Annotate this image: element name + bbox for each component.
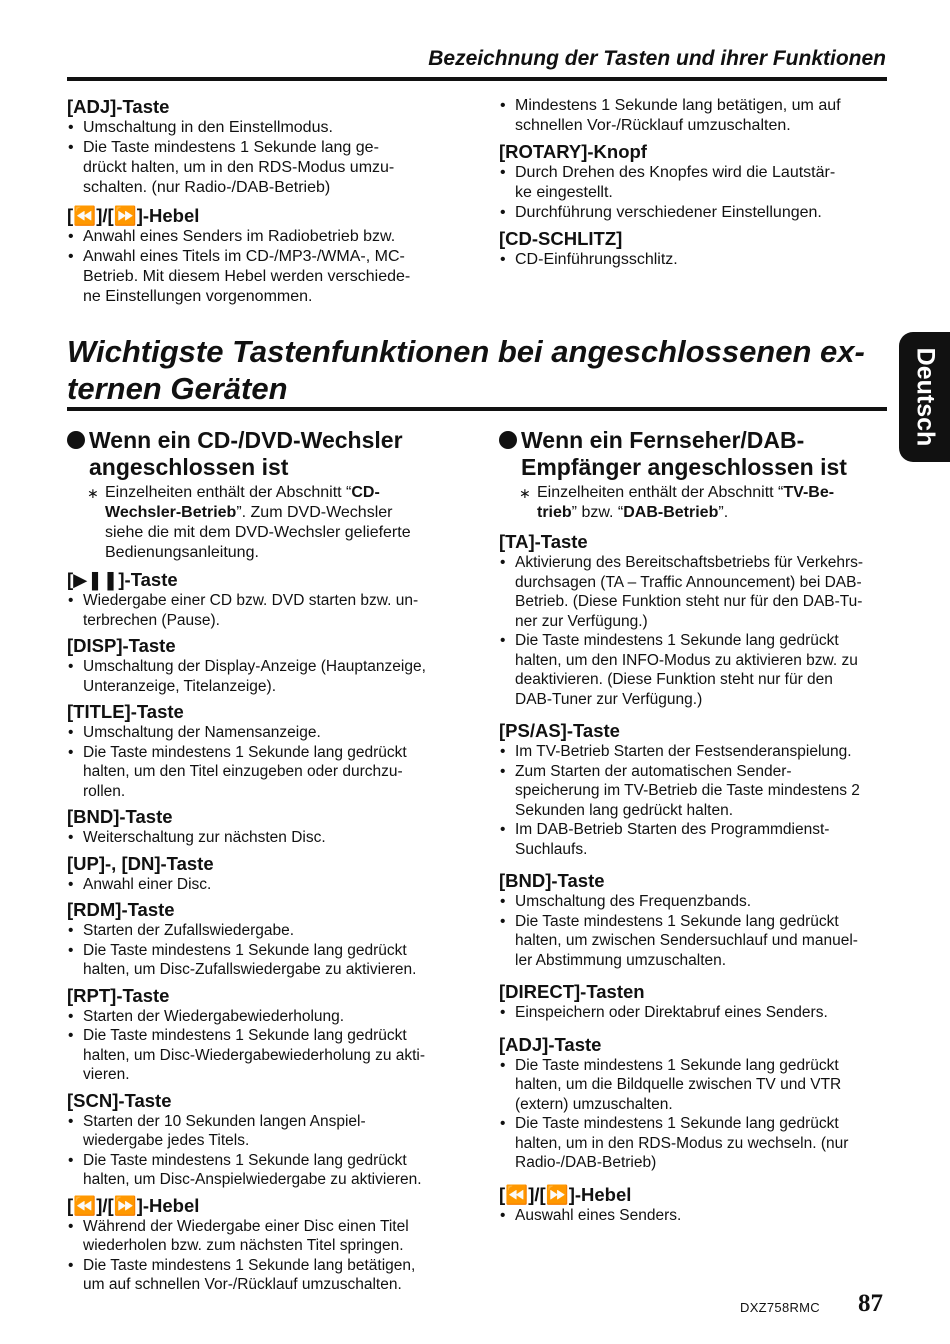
key-heading: [⏪]/[⏩]-Hebel bbox=[67, 1194, 200, 1216]
key-heading: [UP]-, [DN]-Taste bbox=[67, 852, 214, 874]
bullet-dot-icon bbox=[67, 431, 85, 449]
asterisk-icon: ∗ bbox=[519, 485, 531, 501]
key-heading: [RPT]-Taste bbox=[67, 984, 170, 1006]
bullet-dot-icon bbox=[499, 431, 517, 449]
list-item: • Anwahl eines Senders im Radiobetrieb bzw. bbox=[67, 227, 467, 247]
list-item: • Anwahl eines Titels im CD-/MP3-/WMA-, MC- Betrieb. Mit diesem Hebel werden verschiede- ne Einstellungen vorgenommen. bbox=[67, 247, 467, 307]
list-item: • Die Taste mindestens 1 Sekunde lang gedrückt halten, um den INFO-Modus zu aktivieren bzw. zu deaktivieren. (Diese Funktion steht nur für den DAB-Tuner zur Verfügung.) bbox=[499, 631, 899, 709]
page-number: 87 bbox=[858, 1290, 883, 1317]
key-heading: [ADJ]-Taste bbox=[499, 1033, 602, 1055]
key-items bbox=[67, 1217, 467, 1295]
model-number: DXZ758RMC bbox=[740, 1300, 820, 1315]
key-items bbox=[67, 1112, 467, 1190]
key-items bbox=[499, 553, 899, 709]
language-tab bbox=[899, 332, 950, 462]
key-heading: [SCN]-Taste bbox=[67, 1089, 172, 1111]
key-items bbox=[67, 723, 467, 801]
key-items bbox=[67, 875, 467, 895]
key-items bbox=[499, 96, 899, 136]
key-items bbox=[499, 892, 899, 970]
key-items bbox=[499, 1056, 899, 1173]
key-heading: [TA]-Taste bbox=[499, 531, 588, 552]
list-item: • Umschaltung des Frequenzbands. bbox=[499, 892, 899, 912]
list-item: • Mindestens 1 Sekunde lang betätigen, um auf schnellen Vor-/Rücklauf umzuschalten. bbox=[499, 96, 899, 136]
key-heading: [⏪]/[⏩]-Hebel bbox=[67, 205, 200, 226]
key-heading: [BND]-Taste bbox=[499, 870, 605, 891]
list-item: • Weiterschaltung zur nächsten Disc. bbox=[67, 828, 467, 848]
list-item: • Starten der 10 Sekunden langen Anspiel- wiedergabe jedes Titels. bbox=[67, 1112, 467, 1151]
key-heading: [⏪]/[⏩]-Hebel bbox=[499, 1183, 632, 1205]
subsection-title: Wenn ein Fernseher/DAB- Empfänger angeschlossen ist bbox=[499, 427, 899, 481]
list-item: • Umschaltung in den Einstellmodus. bbox=[67, 118, 467, 138]
key-heading: [DISP]-Taste bbox=[67, 635, 176, 656]
top-right-column bbox=[499, 96, 899, 270]
section-title: Wichtigste Tastenfunktionen bei angeschlossenen ex- ternen Geräten bbox=[67, 334, 865, 406]
list-item: • Anwahl einer Disc. bbox=[67, 875, 467, 895]
key-items bbox=[499, 163, 899, 223]
key-heading: [ADJ]-Taste bbox=[67, 96, 170, 117]
key-items bbox=[67, 657, 467, 696]
reference-note: ∗ Einzelheiten enthält der Abschnitt “TV-Be- trieb” bzw. “DAB-Betrieb”. bbox=[519, 484, 835, 521]
key-heading: [RDM]-Taste bbox=[67, 899, 175, 920]
list-item: • Die Taste mindestens 1 Sekunde lang betätigen, um auf schnellen Vor-/Rücklauf umzuschalten. bbox=[67, 1256, 467, 1295]
tv-dab-column bbox=[499, 427, 899, 1225]
key-items bbox=[499, 250, 899, 270]
key-heading: [BND]-Taste bbox=[67, 806, 173, 827]
list-item: • Durchführung verschiedener Einstellungen. bbox=[499, 203, 899, 223]
running-header: Bezeichnung der Tasten und ihrer Funktionen bbox=[428, 47, 886, 70]
list-item: • Im DAB-Betrieb Starten des Programmdienst- Suchlaufs. bbox=[499, 820, 899, 859]
list-item: • Die Taste mindestens 1 Sekunde lang gedrückt halten, um zwischen Sendersuchlauf und manuel- ler Abstimmung umzuschalten. bbox=[499, 912, 899, 971]
list-item: • Wiedergabe einer CD bzw. DVD starten bzw. un- terbrechen (Pause). bbox=[67, 591, 467, 630]
list-item: • Auswahl eines Senders. bbox=[499, 1206, 899, 1226]
key-items bbox=[67, 591, 467, 630]
key-heading: [▶❚❚]-Taste bbox=[67, 569, 178, 590]
list-item: • Aktivierung des Bereitschaftsbetriebs für Verkehrs- durchsagen (TA – Traffic Announcement) bei DAB- Betrieb. (Diese Funktion steht nur für den DAB-Tu- ner zur Verfügung.) bbox=[499, 553, 899, 631]
list-item: • Im TV-Betrieb Starten der Festsenderanspielung. bbox=[499, 742, 899, 762]
key-items bbox=[67, 1007, 467, 1085]
list-item: • Während der Wiedergabe einer Disc einen Titel wiederholen bzw. zum nächsten Titel springen. bbox=[67, 1217, 467, 1256]
list-item: • Umschaltung der Namensanzeige. bbox=[67, 723, 467, 743]
list-item: • Die Taste mindestens 1 Sekunde lang gedrückt halten, um Disc-Zufallswiedergabe zu aktivieren. bbox=[67, 941, 467, 980]
cd-dvd-changer-column bbox=[67, 427, 467, 1295]
list-item: • CD-Einführungsschlitz. bbox=[499, 250, 899, 270]
key-items bbox=[67, 227, 467, 307]
language-tab-label: Deutsch bbox=[911, 347, 939, 447]
key-items bbox=[499, 1206, 899, 1226]
key-items bbox=[67, 118, 467, 198]
key-items bbox=[499, 742, 899, 859]
subsection-title: Wenn ein CD-/DVD-Wechsler angeschlossen ist bbox=[67, 427, 467, 481]
key-heading: [ROTARY]-Knopf bbox=[499, 141, 647, 162]
list-item: • Die Taste mindestens 1 Sekunde lang ge- drückt halten, um in den RDS-Modus umzu- schalten. (nur Radio-/DAB-Betrieb) bbox=[67, 138, 467, 198]
reference-note: ∗ Einzelheiten enthält der Abschnitt “CD- Wechsler-Betrieb”. Zum DVD-Wechsler siehe die mit dem DVD-Wechsler gelieferte Bedienungsanleitung. bbox=[87, 484, 411, 561]
list-item: • Die Taste mindestens 1 Sekunde lang gedrückt halten, um Disc-Wiedergabewiederholung zu akti- vieren. bbox=[67, 1026, 467, 1085]
key-heading: [PS/AS]-Taste bbox=[499, 720, 620, 741]
asterisk-icon: ∗ bbox=[87, 485, 99, 501]
list-item: • Starten der Zufallswiedergabe. bbox=[67, 921, 467, 941]
key-list bbox=[67, 569, 467, 1295]
list-item: • Durch Drehen des Knopfes wird die Lautstär- ke eingestellt. bbox=[499, 163, 899, 203]
key-heading: [TITLE]-Taste bbox=[67, 701, 184, 722]
list-item: • Die Taste mindestens 1 Sekunde lang gedrückt halten, um in den RDS-Modus zu wechseln. (nur Radio-/DAB-Betrieb) bbox=[499, 1114, 899, 1173]
key-items bbox=[67, 921, 467, 980]
header-rule bbox=[67, 77, 887, 81]
list-item: • Zum Starten der automatischen Sender- speicherung im TV-Betrieb die Taste mindestens 2 Sekunden lang gedrückt halten. bbox=[499, 762, 899, 821]
key-list bbox=[499, 531, 899, 1225]
key-heading: [DIRECT]-Tasten bbox=[499, 981, 645, 1002]
list-item: • Starten der Wiedergabewiederholung. bbox=[67, 1007, 467, 1027]
list-item: • Die Taste mindestens 1 Sekunde lang gedrückt halten, um den Titel einzugeben oder durchzu- rollen. bbox=[67, 743, 467, 802]
top-left-column bbox=[67, 96, 467, 307]
list-item: • Umschaltung der Display-Anzeige (Hauptanzeige, Unteranzeige, Titelanzeige). bbox=[67, 657, 467, 696]
list-item: • Die Taste mindestens 1 Sekunde lang gedrückt halten, um die Bildquelle zwischen TV und VTR (extern) umzuschalten. bbox=[499, 1056, 899, 1115]
list-item: • Die Taste mindestens 1 Sekunde lang gedrückt halten, um Disc-Anspielwiedergabe zu aktivieren. bbox=[67, 1151, 467, 1190]
key-items bbox=[67, 828, 467, 848]
list-item: • Einspeichern oder Direktabruf eines Senders. bbox=[499, 1003, 899, 1023]
key-heading: [CD-SCHLITZ] bbox=[499, 228, 623, 249]
key-items bbox=[499, 1003, 899, 1023]
section-rule bbox=[67, 407, 887, 411]
